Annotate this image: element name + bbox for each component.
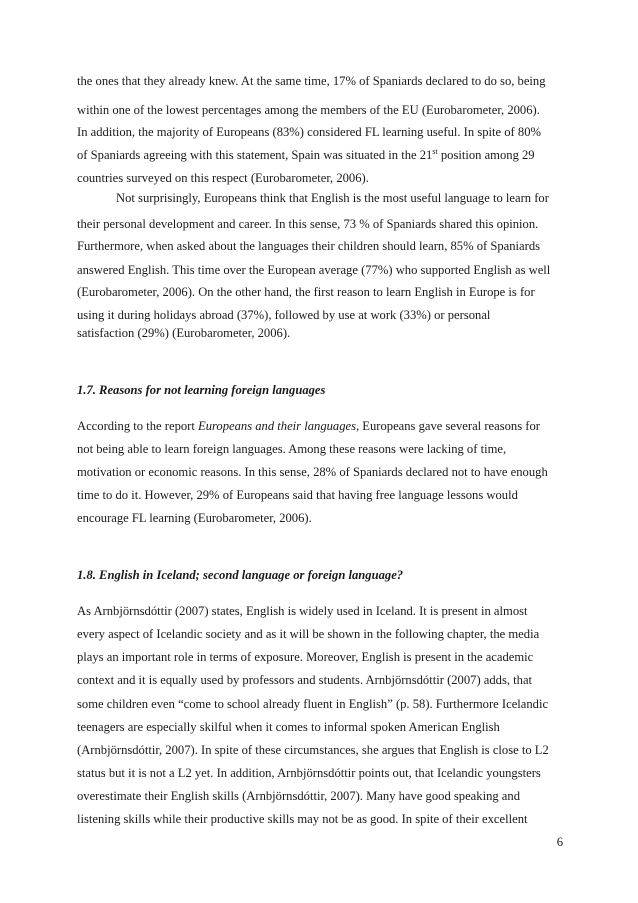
text-line: countries surveyed on this respect (Eurobarometer, 2006). <box>77 171 369 185</box>
text-line: overestimate their English skills (Arnbjörnsdóttir, 2007). Many have good speaking and <box>77 789 520 803</box>
section-heading: 1.8. English in Iceland; second language or foreign language? <box>77 568 404 582</box>
text-segment: position among 29 <box>437 148 535 162</box>
text-line: some children even “come to school already fluent in English” (p. 58). Furthermore Icelandic <box>77 697 549 711</box>
text-line: answered English. This time over the European average (77%) who supported English as well <box>77 263 551 277</box>
text-line: motivation or economic reasons. In this sense, 28% of Spaniards declared not to have enough <box>77 465 548 479</box>
text-line <box>77 147 535 163</box>
text-line: using it during holidays abroad (37%), followed by use at work (33%) or personal <box>77 308 491 322</box>
superscript: st <box>432 147 438 156</box>
text-line: every aspect of Icelandic society and as it will be shown in the following chapter, the media <box>77 627 540 641</box>
text-line: not being able to learn foreign languages. Among these reasons were lacking of time, <box>77 442 507 456</box>
text-line: encourage FL learning (Eurobarometer, 2006). <box>77 511 312 525</box>
section-heading: 1.7. Reasons for not learning foreign languages <box>77 383 326 397</box>
text-line: In addition, the majority of Europeans (83%) considered FL learning useful. In spite of 80% <box>77 125 541 139</box>
text-line: context and it is equally used by professors and students. Arnbjörnsdóttir (2007) adds, that <box>77 673 533 687</box>
text-line: teenagers are especially skilful when it comes to informal spoken American English <box>77 720 500 734</box>
text-line: their personal development and career. In this sense, 73 % of Spaniards shared this opinion. <box>77 217 539 231</box>
text-line: plays an important role in terms of exposure. Moreover, English is present in the academic <box>77 650 534 664</box>
page-number: 6 <box>556 835 563 849</box>
text-line: (Arnbjörnsdóttir, 2007). In spite of these circumstances, she argues that English is close to L2 <box>77 743 549 757</box>
text-segment: of Spaniards agreeing with this statement, Spain was situated in the 21 <box>77 148 433 162</box>
text-line <box>77 418 540 434</box>
text-segment: , Europeans gave several reasons for <box>356 419 540 433</box>
text-line: Not surprisingly, Europeans think that English is the most useful language to learn for <box>116 191 549 205</box>
text-line: the ones that they already knew. At the same time, 17% of Spaniards declared to do so, being <box>77 74 546 88</box>
text-line: status but it is not a L2 yet. In addition, Arnbjörnsdóttir points out, that Icelandic youngsters <box>77 766 541 780</box>
text-line: time to do it. However, 29% of Europeans said that having free language lessons would <box>77 488 518 502</box>
text-line: As Arnbjörnsdóttir (2007) states, English is widely used in Iceland. It is present in almost <box>77 604 528 618</box>
italic-title: Europeans and their languages <box>198 419 356 433</box>
text-line: satisfaction (29%) (Eurobarometer, 2006). <box>77 326 291 340</box>
text-line: (Eurobarometer, 2006). On the other hand, the first reason to learn English in Europe is for <box>77 285 535 299</box>
text-line: listening skills while their productive skills may not be as good. In spite of their excellent <box>77 812 528 826</box>
text-segment: According to the report <box>77 419 198 433</box>
text-line: Furthermore, when asked about the languages their children should learn, 85% of Spaniards <box>77 239 541 253</box>
text-line: within one of the lowest percentages among the members of the EU (Eurobarometer, 2006). <box>77 103 540 117</box>
